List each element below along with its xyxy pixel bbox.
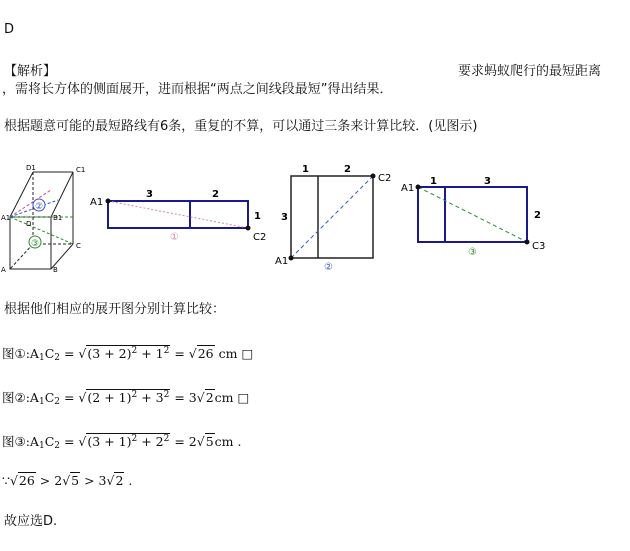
svg-text:2: 2 (212, 189, 219, 200)
cube-label-d1: D1 (26, 164, 36, 172)
svg-text:①: ① (170, 232, 179, 243)
cube-label-c1: C1 (76, 166, 86, 174)
analysis-tag: 【解析】 (4, 64, 57, 79)
figures (0, 160, 630, 310)
conclusion: 故应选D. (4, 514, 58, 529)
intro-text: 根据题意可能的最短路线有6条，重复的不算，可以通过三条来计算比较．(见图示) (4, 119, 478, 134)
svg-text:C2: C2 (378, 173, 392, 184)
comparison: ∵√26 > 2√5 > 3√2 . (2, 473, 133, 488)
svg-text:1: 1 (254, 211, 261, 222)
because-symbol: ∵ (2, 473, 10, 488)
svg-text:2: 2 (344, 164, 351, 175)
svg-text:1: 1 (430, 176, 437, 187)
cube-label-a1: A1 (1, 214, 11, 222)
svg-text:②: ② (324, 262, 333, 273)
analysis-right-text: 要求蚂蚁爬行的最短距离 (458, 64, 602, 79)
analysis-continuation: ，需将长方体的侧面展开，进而根据“两点之间线段最短”得出结果． (2, 82, 393, 97)
compare-intro: 根据他们相应的展开图分别计算比较： (4, 302, 226, 317)
cube-label-c: C (76, 242, 81, 250)
answer-letter: D (4, 22, 15, 37)
svg-text:A1: A1 (401, 183, 415, 194)
cube-label-a: A (1, 266, 6, 274)
svg-text:③: ③ (468, 247, 477, 258)
cuboid-figure (10, 172, 73, 269)
svg-text:C2: C2 (253, 232, 267, 243)
fig-prefix-1: 图① (2, 346, 26, 361)
unfold-figure-2 (275, 164, 391, 273)
svg-text:A1: A1 (90, 197, 104, 208)
svg-text:A1: A1 (275, 256, 289, 267)
cube-label-b: B (53, 266, 58, 274)
unit-2: cm (214, 390, 234, 405)
unit-1: cm (218, 346, 238, 361)
mark-1: □ (241, 346, 254, 361)
equation-2: 图$②:A_1C_2 = √(2 + 1)^2 + 3^2 = 3√2cm$ □ (2, 390, 250, 407)
cube-label-3: ③ (31, 239, 40, 249)
equation-1: 图$①:A_1C_2 = √(3 + 2)^2 + 1^2 = √26$ cm □ (2, 346, 254, 363)
svg-text:3: 3 (281, 212, 288, 223)
cube-label-b1: B1 (53, 214, 63, 222)
equation-3: 图$③:A_1C_2 = √(3 + 1)^2 + 2^2 = 2√5cm$ . (2, 434, 242, 451)
svg-text:2: 2 (534, 210, 541, 221)
mark-2: □ (237, 390, 250, 405)
fig-prefix-3: 图③ (2, 434, 26, 449)
mark-3: . (237, 434, 242, 449)
fig-prefix-2: 图② (2, 390, 26, 405)
cube-label-2: ② (35, 202, 44, 212)
unfold-figure-1 (90, 189, 266, 243)
svg-text:3: 3 (146, 189, 153, 200)
svg-text:C3: C3 (532, 241, 546, 252)
unfold-figure-3 (401, 176, 545, 258)
svg-text:1: 1 (302, 164, 309, 175)
svg-text:3: 3 (484, 176, 491, 187)
unit-3: cm (214, 434, 234, 449)
cube-label-d: D (26, 220, 32, 228)
